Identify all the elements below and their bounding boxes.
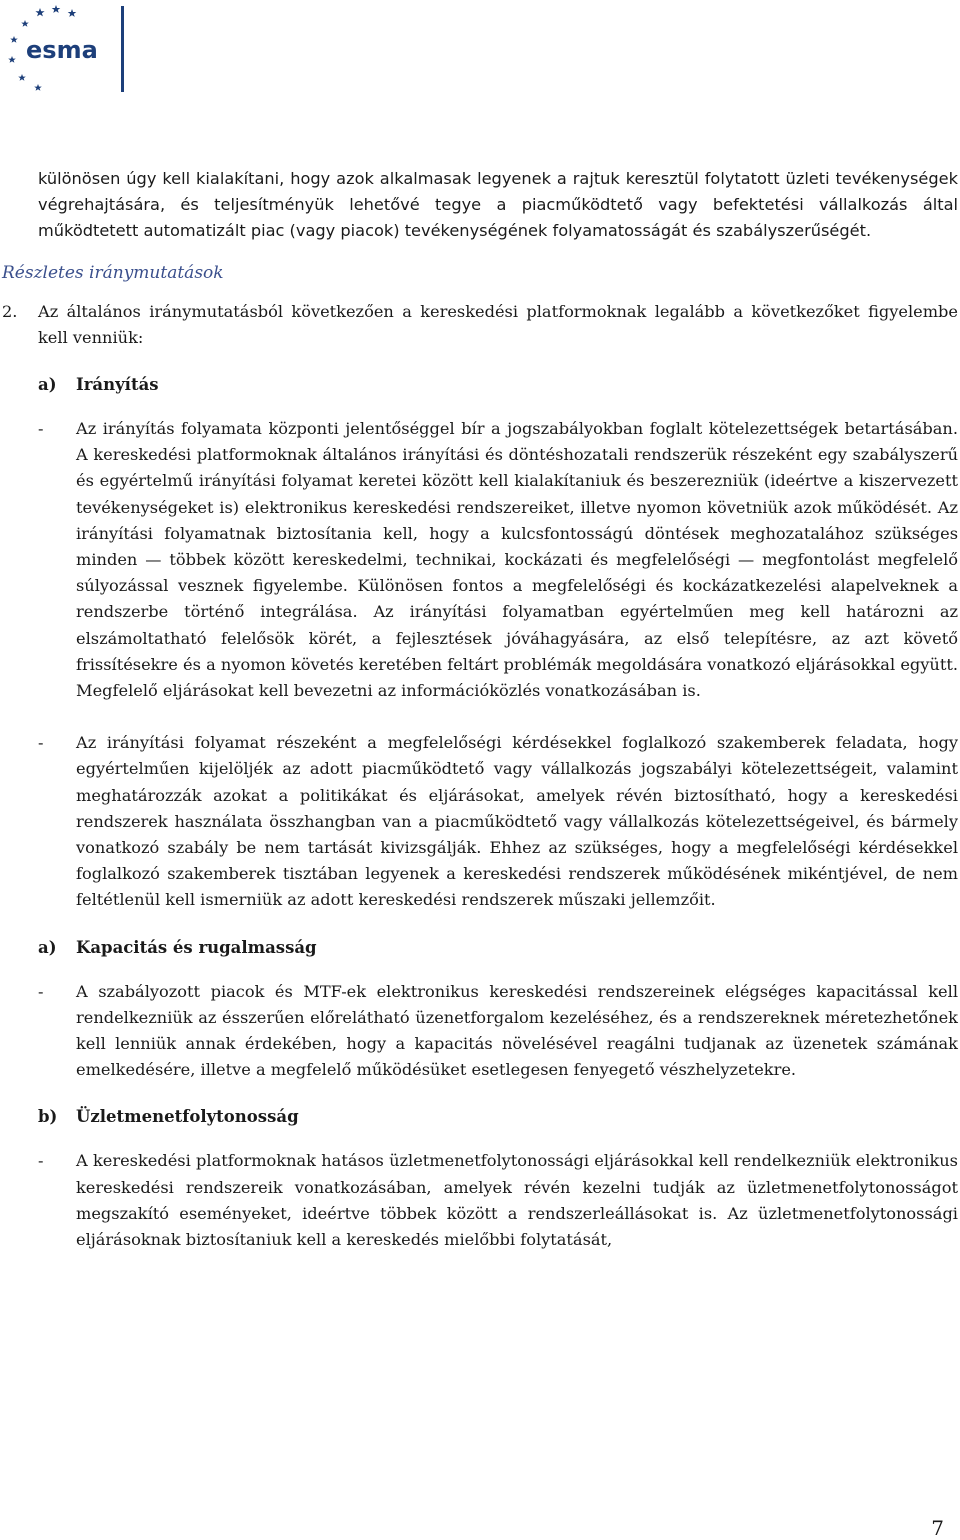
bullet-item	[38, 730, 958, 913]
esma-logo-text: esma	[26, 36, 98, 64]
section-letter: a)	[38, 937, 57, 957]
esma-logo	[0, 0, 130, 100]
section-letter: b)	[38, 1107, 58, 1127]
bullet-dash: -	[38, 733, 44, 753]
numbered-item-2	[2, 299, 958, 351]
section-letter: a)	[38, 375, 57, 395]
bullet-dash: -	[38, 419, 44, 439]
bullet-dash: -	[38, 981, 44, 1001]
bullet-dash: -	[38, 1151, 44, 1171]
item-number: 2.	[2, 301, 18, 321]
bullet-text: Az irányítási folyamat részeként a megfelelőségi kérdésekkel foglalkozó szakemberek feladata, hogy egyértelműen kijelöljék az adott piacműködtető vagy vállalkozás jogszabályi kötelezettségeit, valamint meghatározzák azokat a politikákat és eljárásokat, amelyek révén biztosítható, hogy a kereskedési rendszerek használata összhangban van a piacműködtető vagy vállalkozás kötelezettségeivel, és bármely vonatkozó szabály be nem tartását kivizsgálják. Ehhez az szükséges, hogy a megfelelőségi kérdésekkel foglalkozó szakemberek tisztában legyenek a kereskedési rendszerek működésének mikéntjével, de nem feltétlenül kell ismerniük az adott kereskedési rendszerek műszaki jellemzőit.	[76, 733, 958, 910]
intro-paragraph: különösen úgy kell kialakítani, hogy azok alkalmasak legyenek a rajtuk keresztül folytatott üzleti tevékenységek végrehajtására, és teljesítményük lehetővé tegye a piacműködtető vagy befektetési vállalkozás által működtetett automatizált piac (vagy piacok) tevékenységének folyamatosságát és szabályszerűségét.	[38, 169, 958, 241]
section-iranyitas	[38, 375, 958, 914]
bullet-text: A szabályozott piacok és MTF-ek elektronikus kereskedési rendszereinek elégséges kapacitással kell rendelkezniük az ésszerűen előrelátható üzenetforgalom kezeléséhez, és a rendszereknek méretezhetőnek kell lenniük annak érdekében, hogy a kapacitás növelésével reagálni tudjanak az üzenetek számának emelkedésére, illetve a megfelelő működésüket esetlegesen fenyegető vészhelyzetekre.	[76, 981, 958, 1080]
section-heading-title: Kapacitás és rugalmasság	[76, 937, 317, 957]
section-kapacitas	[38, 938, 958, 1084]
bullet-text: A kereskedési platformoknak hatásos üzletmenetfolytonossági eljárásokkal kell rendelkezniük elektronikus kereskedési rendszereik vonatkozásában, amelyek révén kezelni tudják az üzletmenetfolytonosságot megszakító eseményeket, ideértve többek között a rendszerleállásokat is. Az üzletmenetfolytonossági eljárásoknak biztosítaniuk kell a kereskedés mielőbbi folytatását,	[76, 1151, 958, 1250]
bullet-text: Az irányítás folyamata központi jelentőséggel bír a jogszabályokban foglalt kötelezettségek betartásában. A kereskedési platformoknak általános irányítási és döntéshozatali rendszerük részeként egy szabályszerű és egyértelmű irányítási folyamat keretei között kell kialakítaniuk és beszerezniük (ideértve a kiszervezett tevékenységeket is) elektronikus kereskedési rendszereiket, illetve nyomon követniük azok működését. Az irányítási folyamatnak biztosítania kell, hogy a kulcsfontosságú döntések meghozatalához szükséges minden — többek között kereskedelmi, technikai, kockázati és megfelelőségi — megfontolást megfelelő súlyozással vesznek figyelembe. Különösen fontos a megfelelőségi és kockázatkezelési alapelveknek a rendszerbe történő integrálása. Az irányítási folyamatban egyértelműen meg kell határozni az elszámoltatható felelősök körét, a fejlesztések jóváhagyására, az első telepítésre, az azt követő frissítésekre és a nyomon követés keretében feltárt problémák megoldására vonatkozó eljárásokkal együtt. Megfelelő eljárásokat kell bevezetni az információközlés vonatkozásában is.	[76, 419, 958, 701]
page-number: 7	[931, 1516, 944, 1540]
bullet-item	[38, 979, 958, 1084]
section-heading-title: Üzletmenetfolytonosság	[76, 1107, 299, 1127]
section-heading	[38, 375, 958, 394]
section-heading-title: Irányítás	[76, 375, 159, 395]
document-body	[2, 166, 958, 1253]
bullet-item	[38, 416, 958, 704]
section-title: Részletes iránymutatások	[2, 262, 224, 283]
item-text: Az általános iránymutatásból következően a kereskedési platformoknak legalább a következőket figyelembe kell venniük:	[38, 301, 958, 347]
bullet-item	[38, 1148, 958, 1253]
section-heading	[38, 938, 958, 957]
section-uzletmenet	[38, 1107, 958, 1253]
section-heading	[38, 1107, 958, 1126]
